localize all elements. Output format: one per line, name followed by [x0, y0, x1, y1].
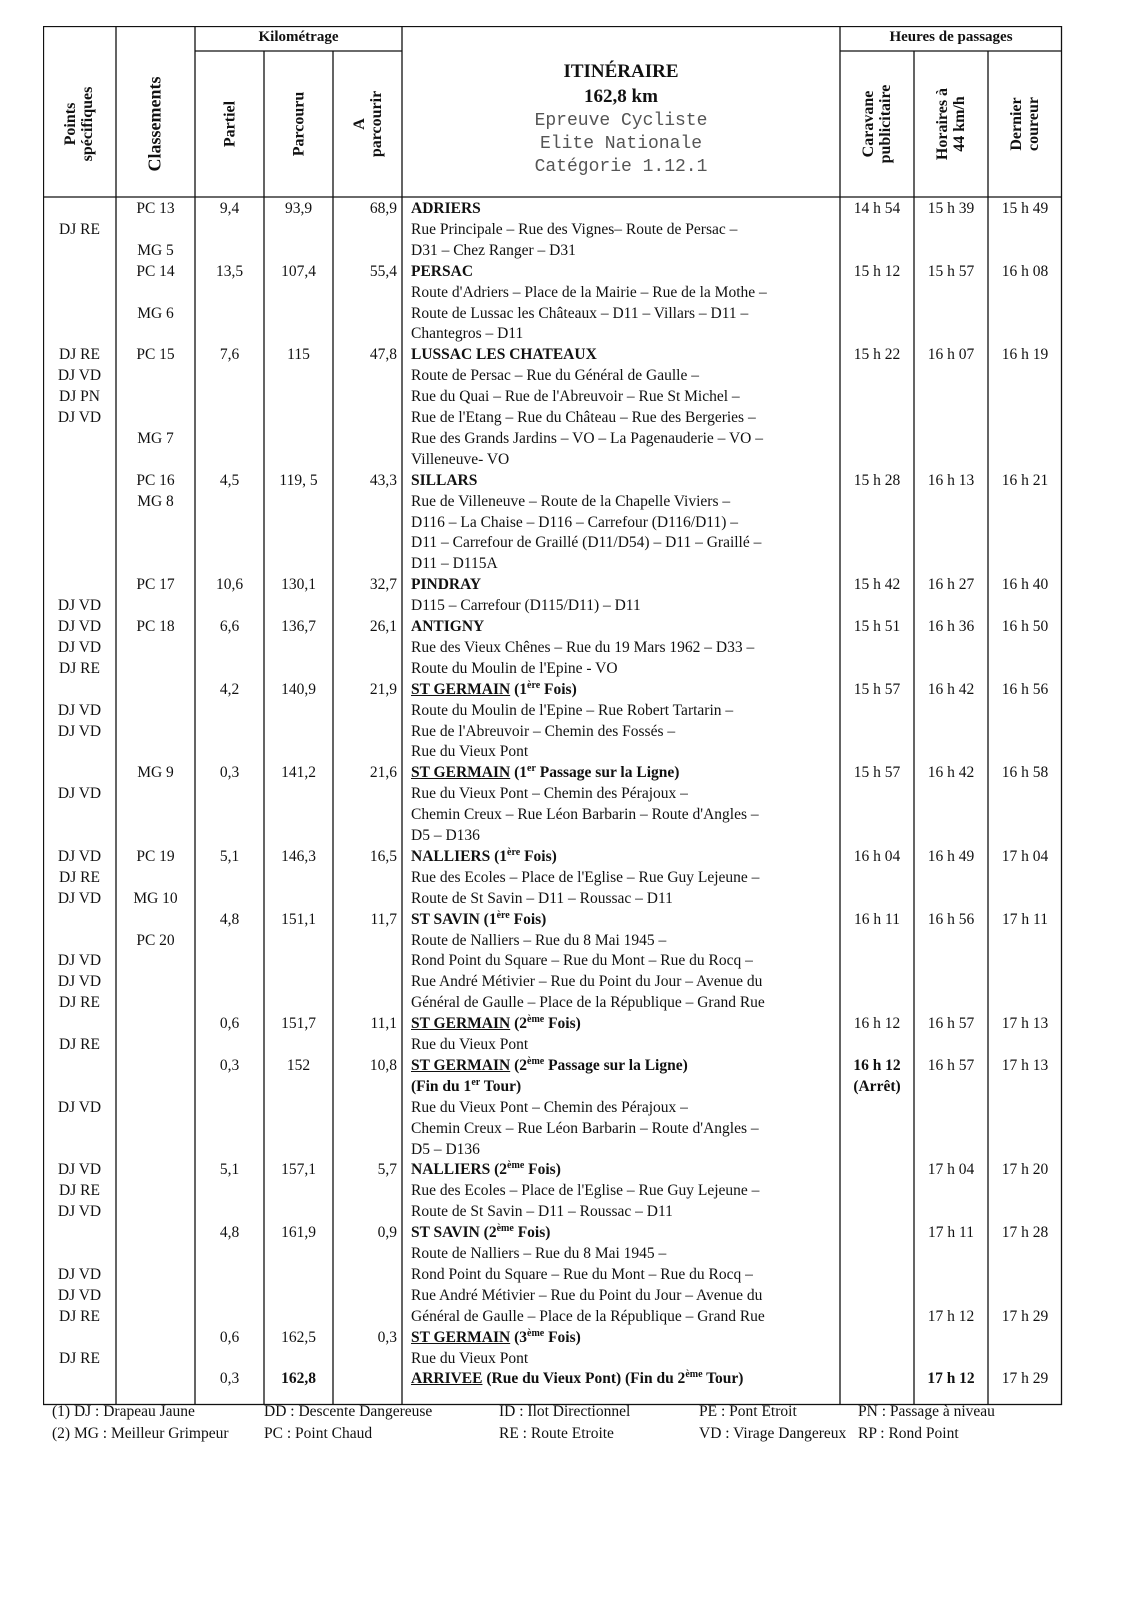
route-text: D11 – D115A: [411, 555, 498, 572]
kilometrage-header: Kilométrage: [258, 29, 339, 45]
itinerary-subtitle-3: Catégorie 1.12.1: [534, 157, 708, 177]
parcouru-header: Parcouru: [290, 91, 308, 157]
cell-pts: DJ VD: [57, 367, 102, 384]
cell-apar: 10,8: [369, 1057, 397, 1074]
caravane-header: Caravane publicitaire: [860, 84, 894, 164]
cell-pts: DJ VD: [57, 723, 102, 740]
place-label: ST SAVIN: [411, 1224, 480, 1241]
cell-hor: 16 h 49: [927, 848, 975, 865]
route-text: Rue du Vieux Pont – Chemin des Pérajoux –: [411, 785, 688, 802]
cell-hor: 16 h 07: [927, 346, 975, 363]
cell-hor: 17 h 04: [927, 1161, 975, 1178]
cell-pts: DJ VD: [57, 1099, 102, 1116]
cell-cls: PC 13: [136, 200, 175, 217]
cell-pts: DJ RE: [59, 346, 100, 363]
route-text: Rue de l'Abreuvoir – Chemin des Fossés –: [411, 723, 676, 740]
place-suffix-end: Fois): [524, 1161, 561, 1178]
cell-partiel: 4,2: [219, 681, 240, 698]
cell-cls: MG 8: [137, 493, 174, 510]
route-text: Route de St Savin – D11 – Roussac – D11: [411, 890, 673, 907]
cell-parcouru: 93,9: [284, 200, 313, 217]
place-name: [411, 616, 484, 637]
cell-der: 16 h 19: [1001, 346, 1049, 363]
cell-parcouru: 146,3: [281, 848, 316, 865]
place-suffix-end: Fois): [544, 1015, 581, 1032]
place-suffix-sup: ère: [496, 909, 510, 921]
legend-item: (2) MG : Meilleur Grimpeur: [52, 1425, 229, 1442]
cell-cls: MG 5: [137, 242, 174, 259]
place-suffix-sup: ème: [496, 1222, 514, 1234]
place-suffix: (3: [510, 1329, 527, 1346]
itinerary-title: ITINÉRAIRE: [563, 61, 679, 82]
cell-apar: 16,5: [369, 848, 397, 865]
cell-parcouru: 107,4: [281, 263, 316, 280]
place-name: [411, 344, 597, 365]
place-label: PERSAC: [411, 263, 474, 280]
route-text: Rue des Grands Jardins – VO – La Pagenauderie – VO –: [411, 430, 763, 447]
cell-car: 16 h 04: [853, 848, 901, 865]
cell-der: 16 h 56: [1001, 681, 1049, 698]
cell-der: 15 h 49: [1001, 200, 1049, 217]
place-suffix-end: Fois): [540, 681, 577, 698]
cell-apar: 47,8: [369, 346, 397, 363]
cell-der: 16 h 58: [1001, 764, 1049, 781]
cell-der: 17 h 04: [1001, 848, 1049, 865]
place-label: ST SAVIN: [411, 911, 480, 928]
place-label: ST GERMAIN: [411, 1057, 511, 1074]
cell-der: 17 h 13: [1001, 1057, 1049, 1074]
cell-hor: 17 h 12: [927, 1370, 975, 1387]
cell-partiel: 0,6: [219, 1329, 240, 1346]
place-suffix: (2: [490, 1161, 508, 1178]
cell-cls: PC 17: [136, 576, 175, 593]
cell-pts: DJ VD: [57, 702, 102, 719]
route-text: Rue du Vieux Pont – Chemin des Pérajoux –: [411, 1099, 688, 1116]
place-label: NALLIERS: [411, 1161, 491, 1178]
cell-apar: 32,7: [369, 576, 397, 593]
route-text: Rue du Vieux Pont: [411, 743, 529, 760]
cell-der: 17 h 13: [1001, 1015, 1049, 1032]
route-text: Rue des Ecoles – Place de l'Eglise – Rue Guy Lejeune –: [411, 1182, 760, 1199]
legend-item: DD : Descente Dangereuse: [264, 1403, 433, 1420]
place-suffix: (1: [510, 681, 527, 698]
route-text: Route de Lussac les Châteaux – D11 – Villars – D11 –: [411, 305, 749, 322]
place-suffix: (2: [510, 1015, 527, 1032]
cell-partiel: 6,6: [219, 618, 240, 635]
route-text: Rond Point du Square – Rue du Mont – Rue du Rocq –: [411, 952, 753, 969]
cell-hor: 15 h 57: [927, 263, 975, 280]
cell-hor: 15 h 39: [927, 200, 975, 217]
cell-partiel: 5,1: [219, 848, 240, 865]
place-suffix-sup: ère: [527, 679, 541, 691]
classements-header: Classements: [144, 76, 165, 172]
route-text: Général de Gaulle – Place de la République – Grand Rue: [411, 994, 765, 1011]
cell-pts: DJ RE: [59, 221, 100, 238]
cell-pts: DJ RE: [59, 1182, 100, 1199]
place-suffix-end: Passage sur la Ligne): [544, 1057, 688, 1074]
place-suffix-end: Fois): [513, 1224, 551, 1241]
cell-apar: 0,9: [377, 1224, 397, 1241]
place-name: [411, 762, 679, 783]
place-suffix-end: Fois): [544, 1329, 581, 1346]
cell-hor: 16 h 57: [927, 1057, 975, 1074]
route-text: Route de St Savin – D11 – Roussac – D11: [411, 1203, 673, 1220]
cell-cls: PC 14: [136, 263, 175, 280]
legend-item: PE : Pont Etroit: [699, 1403, 797, 1420]
cell-hor: 16 h 42: [927, 764, 975, 781]
legend-item: ID : Ilot Directionnel: [499, 1403, 631, 1420]
cell-partiel: 9,4: [219, 200, 240, 217]
route-text: D115 – Carrefour (D115/D11) – D11: [411, 597, 641, 614]
cell-hor: 17 h 11: [928, 1224, 974, 1241]
place-label: ST GERMAIN: [411, 681, 511, 698]
place-label: PINDRAY: [411, 576, 482, 593]
cell-apar: 11,7: [370, 911, 397, 928]
cell-car: 15 h 28: [853, 472, 901, 489]
cell-der: 17 h 11: [1002, 911, 1048, 928]
cell-der: 17 h 29: [1001, 1308, 1049, 1325]
route-text: Rue André Métivier – Rue du Point du Jour – Avenue du: [411, 1287, 763, 1304]
cell-parcouru: 157,1: [281, 1161, 316, 1178]
cell-hor: 16 h 27: [927, 576, 975, 593]
route-text: Rue du Quai – Rue de l'Abreuvoir – Rue St Michel –: [411, 388, 740, 405]
route-text: Route d'Adriers – Place de la Mairie – Rue de la Mothe –: [411, 284, 767, 301]
cell-car: 16 h 11: [854, 911, 900, 928]
cell-pts: DJ RE: [59, 994, 100, 1011]
cell-parcouru: 136,7: [281, 618, 316, 635]
points-specifiques-header: Points spécifiques: [62, 86, 96, 162]
place-name: [411, 1222, 550, 1243]
cell-partiel: 0,3: [219, 1370, 240, 1387]
tour-note-text: (Fin du 1: [411, 1078, 472, 1095]
place-name: [411, 470, 477, 491]
cell-pts: DJ VD: [57, 890, 102, 907]
cell-partiel: 10,6: [215, 576, 244, 593]
legend-item: (1) DJ : Drapeau Jaune: [52, 1403, 195, 1420]
cell-car: 15 h 57: [853, 681, 901, 698]
place-label: ARRIVEE: [411, 1370, 483, 1387]
itinerary-distance: 162,8 km: [584, 86, 658, 107]
cell-partiel: 4,8: [219, 1224, 240, 1241]
cell-partiel: 4,5: [219, 472, 240, 489]
route-text: Route de Nalliers – Rue du 8 Mai 1945 –: [411, 932, 667, 949]
place-name: [411, 574, 481, 595]
route-text: Villeneuve- VO: [411, 451, 510, 468]
cell-der: 17 h 28: [1001, 1224, 1049, 1241]
cell-cls: MG 7: [137, 430, 174, 447]
route-text: Rue André Métivier – Rue du Point du Jour – Avenue du: [411, 973, 763, 990]
route-text: Rue du Vieux Pont: [411, 1036, 529, 1053]
place-suffix-sup: ère: [507, 846, 521, 858]
cell-car: 15 h 51: [853, 618, 901, 635]
route-text: Rue Principale – Rue des Vignes– Route de Persac –: [411, 221, 738, 238]
dernier-header: Dernier coureur: [1008, 97, 1042, 151]
cell-apar: 21,6: [369, 764, 397, 781]
place-suffix: (1: [490, 848, 508, 865]
cell-parcouru: 151,1: [281, 911, 316, 928]
route-text: Rond Point du Square – Rue du Mont – Rue du Rocq –: [411, 1266, 753, 1283]
cell-pts: DJ VD: [57, 1287, 102, 1304]
cell-partiel: 0,3: [219, 1057, 240, 1074]
cell-der: 16 h 08: [1001, 263, 1049, 280]
cell-cls: MG 6: [137, 305, 174, 322]
route-text: Rue de l'Etang – Rue du Château – Rue des Bergeries –: [411, 409, 756, 426]
cell-apar: 0,3: [377, 1329, 397, 1346]
route-text: Route du Moulin de l'Epine - VO: [411, 660, 618, 677]
cell-parcouru: 140,9: [281, 681, 316, 698]
cell-pts: DJ VD: [57, 1203, 102, 1220]
route-text: Rue des Vieux Chênes – Rue du 19 Mars 1962 – D33 –: [411, 639, 755, 656]
place-suffix: (1: [479, 911, 497, 928]
cell-cls: PC 15: [136, 346, 175, 363]
place-name: [411, 679, 577, 700]
cell-car: 16 h 12: [853, 1057, 901, 1074]
place-suffix-sup: ème: [527, 1013, 545, 1025]
cell-partiel: 0,6: [219, 1015, 240, 1032]
cell-der: 16 h 21: [1001, 472, 1049, 489]
cell-hor: 16 h 56: [927, 911, 975, 928]
place-label: ST GERMAIN: [411, 1329, 511, 1346]
cell-car: (Arrêt): [853, 1078, 901, 1095]
place-suffix-sup: ème: [685, 1368, 703, 1380]
place-name: [411, 1013, 581, 1034]
cell-cls: PC 19: [136, 848, 175, 865]
cell-parcouru: 115: [287, 346, 310, 363]
place-suffix-end: Tour): [702, 1370, 744, 1387]
cell-der: 16 h 50: [1001, 618, 1049, 635]
route-text: D5 – D136: [411, 1141, 480, 1158]
cell-pts: DJ VD: [57, 639, 102, 656]
cell-parcouru: 151,7: [281, 1015, 316, 1032]
place-suffix-sup: ème: [527, 1327, 545, 1339]
cell-hor: 16 h 57: [927, 1015, 975, 1032]
legend-item: RE : Route Etroite: [499, 1425, 614, 1442]
place-name: [411, 198, 481, 219]
route-text: Route de Persac – Rue du Général de Gaulle –: [411, 367, 699, 384]
cell-car: 15 h 42: [853, 576, 901, 593]
route-text: Chemin Creux – Rue Léon Barbarin – Route d'Angles –: [411, 1120, 759, 1137]
place-suffix-end: Fois): [509, 911, 547, 928]
cell-car: 15 h 57: [853, 764, 901, 781]
horaires-header: Horaires à 44 km/h: [934, 87, 968, 161]
cell-cls: MG 9: [137, 764, 174, 781]
route-text: Rue de Villeneuve – Route de la Chapelle Viviers –: [411, 493, 731, 510]
cell-pts: DJ RE: [59, 1350, 100, 1367]
route-text: Général de Gaulle – Place de la République – Grand Rue: [411, 1308, 765, 1325]
cell-pts: DJ VD: [57, 409, 102, 426]
tour-note-end: Tour): [480, 1078, 522, 1095]
cell-partiel: 0,3: [219, 764, 240, 781]
cell-partiel: 7,6: [219, 346, 240, 363]
place-suffix-end: Passage sur la Ligne): [535, 764, 680, 781]
cell-pts: DJ RE: [59, 660, 100, 677]
cell-pts: DJ RE: [59, 1036, 100, 1053]
place-suffix-sup: ème: [527, 1055, 545, 1067]
place-name: [411, 846, 557, 867]
cell-hor: 16 h 13: [927, 472, 975, 489]
cell-der: 16 h 40: [1001, 576, 1049, 593]
route-text: Chantegros – D11: [411, 325, 524, 342]
route-text: Rue du Vieux Pont: [411, 1350, 529, 1367]
cell-parcouru: 152: [286, 1057, 311, 1074]
cell-apar: 11,1: [370, 1015, 397, 1032]
route-text: Chemin Creux – Rue Léon Barbarin – Route d'Angles –: [411, 806, 759, 823]
place-name: [411, 1368, 743, 1389]
cell-car: 15 h 22: [853, 346, 901, 363]
route-text: D116 – La Chaise – D116 – Carrefour (D116/D11) –: [411, 514, 739, 531]
place-suffix: (Rue du Vieux Pont) (Fin du 2: [482, 1370, 686, 1387]
cell-apar: 5,7: [377, 1161, 397, 1178]
place-name: [411, 909, 546, 930]
cell-hor: 16 h 36: [927, 618, 975, 635]
place-label: ANTIGNY: [411, 618, 485, 635]
itinerary-subtitle-2: Elite Nationale: [539, 134, 703, 154]
legend-item: VD : Virage Dangereux: [699, 1425, 847, 1442]
cell-partiel: 5,1: [219, 1161, 240, 1178]
place-suffix: (2: [510, 1057, 527, 1074]
cell-pts: DJ RE: [59, 1308, 100, 1325]
place-name: [411, 1327, 581, 1348]
cell-apar: 21,9: [369, 681, 397, 698]
cell-parcouru: 162,8: [281, 1370, 316, 1387]
place-label: ST GERMAIN: [411, 1015, 511, 1032]
tour-note: [411, 1076, 521, 1097]
cell-partiel: 13,5: [215, 263, 244, 280]
place-name: [411, 261, 473, 282]
place-suffix: (1: [510, 764, 527, 781]
cell-cls: PC 20: [136, 932, 175, 949]
cell-pts: DJ VD: [57, 618, 102, 635]
itinerary-sheet: [43, 26, 1063, 1438]
partiel-header: Partiel: [221, 100, 239, 148]
route-text: D5 – D136: [411, 827, 480, 844]
legend-item: PN : Passage à niveau: [858, 1403, 995, 1420]
cell-hor: 17 h 12: [927, 1308, 975, 1325]
place-name: [411, 1055, 688, 1076]
cell-der: 17 h 20: [1001, 1161, 1049, 1178]
cell-pts: DJ VD: [57, 973, 102, 990]
place-label: NALLIERS: [411, 848, 491, 865]
cell-parcouru: 141,2: [281, 764, 316, 781]
cell-pts: DJ PN: [59, 388, 100, 405]
cell-pts: DJ VD: [57, 1266, 102, 1283]
tour-note-sup: er: [471, 1076, 481, 1088]
cell-hor: 16 h 42: [927, 681, 975, 698]
route-text: Rue des Ecoles – Place de l'Eglise – Rue Guy Lejeune –: [411, 869, 760, 886]
legend-item: PC : Point Chaud: [264, 1425, 373, 1442]
cell-der: 17 h 29: [1001, 1370, 1049, 1387]
cell-parcouru: 161,9: [281, 1224, 316, 1241]
itinerary-subtitle-1: Epreuve Cycliste: [534, 111, 708, 131]
cell-pts: DJ VD: [57, 952, 102, 969]
cell-apar: 43,3: [369, 472, 397, 489]
cell-cls: MG 10: [133, 890, 178, 907]
cell-pts: DJ RE: [59, 869, 100, 886]
route-text: D31 – Chez Ranger – D31: [411, 242, 576, 259]
cell-car: 16 h 12: [853, 1015, 901, 1032]
place-suffix: (2: [479, 1224, 497, 1241]
cell-car: 14 h 54: [853, 200, 901, 217]
cell-parcouru: 162,5: [281, 1329, 316, 1346]
place-label: ST GERMAIN: [411, 764, 511, 781]
a-parcourir-header: A parcourir: [351, 90, 385, 158]
place-name: [411, 1159, 561, 1180]
cell-parcouru: 130,1: [281, 576, 316, 593]
cell-pts: DJ VD: [57, 848, 102, 865]
cell-cls: PC 18: [136, 618, 175, 635]
heures-header: Heures de passages: [889, 29, 1013, 45]
route-text: D11 – Carrefour de Graillé (D11/D54) – D11 – Graillé –: [411, 534, 762, 551]
place-label: LUSSAC LES CHATEAUX: [411, 346, 597, 363]
place-suffix-sup: er: [527, 762, 536, 774]
place-label: ADRIERS: [411, 200, 481, 217]
cell-parcouru: 119, 5: [279, 472, 318, 489]
route-text: Route de Nalliers – Rue du 8 Mai 1945 –: [411, 1245, 667, 1262]
cell-pts: DJ VD: [57, 597, 102, 614]
place-suffix-end: Fois): [520, 848, 557, 865]
cell-apar: 68,9: [369, 200, 397, 217]
cell-apar: 26,1: [369, 618, 397, 635]
cell-pts: DJ VD: [57, 1161, 102, 1178]
route-text: Route du Moulin de l'Epine – Rue Robert Tartarin –: [411, 702, 734, 719]
cell-pts: DJ VD: [57, 785, 102, 802]
place-label: SILLARS: [411, 472, 478, 489]
place-suffix-sup: ème: [507, 1159, 525, 1171]
cell-apar: 55,4: [369, 263, 397, 280]
cell-car: 15 h 12: [853, 263, 901, 280]
cell-partiel: 4,8: [219, 911, 240, 928]
legend-item: RP : Rond Point: [858, 1425, 959, 1442]
cell-cls: PC 16: [136, 472, 175, 489]
